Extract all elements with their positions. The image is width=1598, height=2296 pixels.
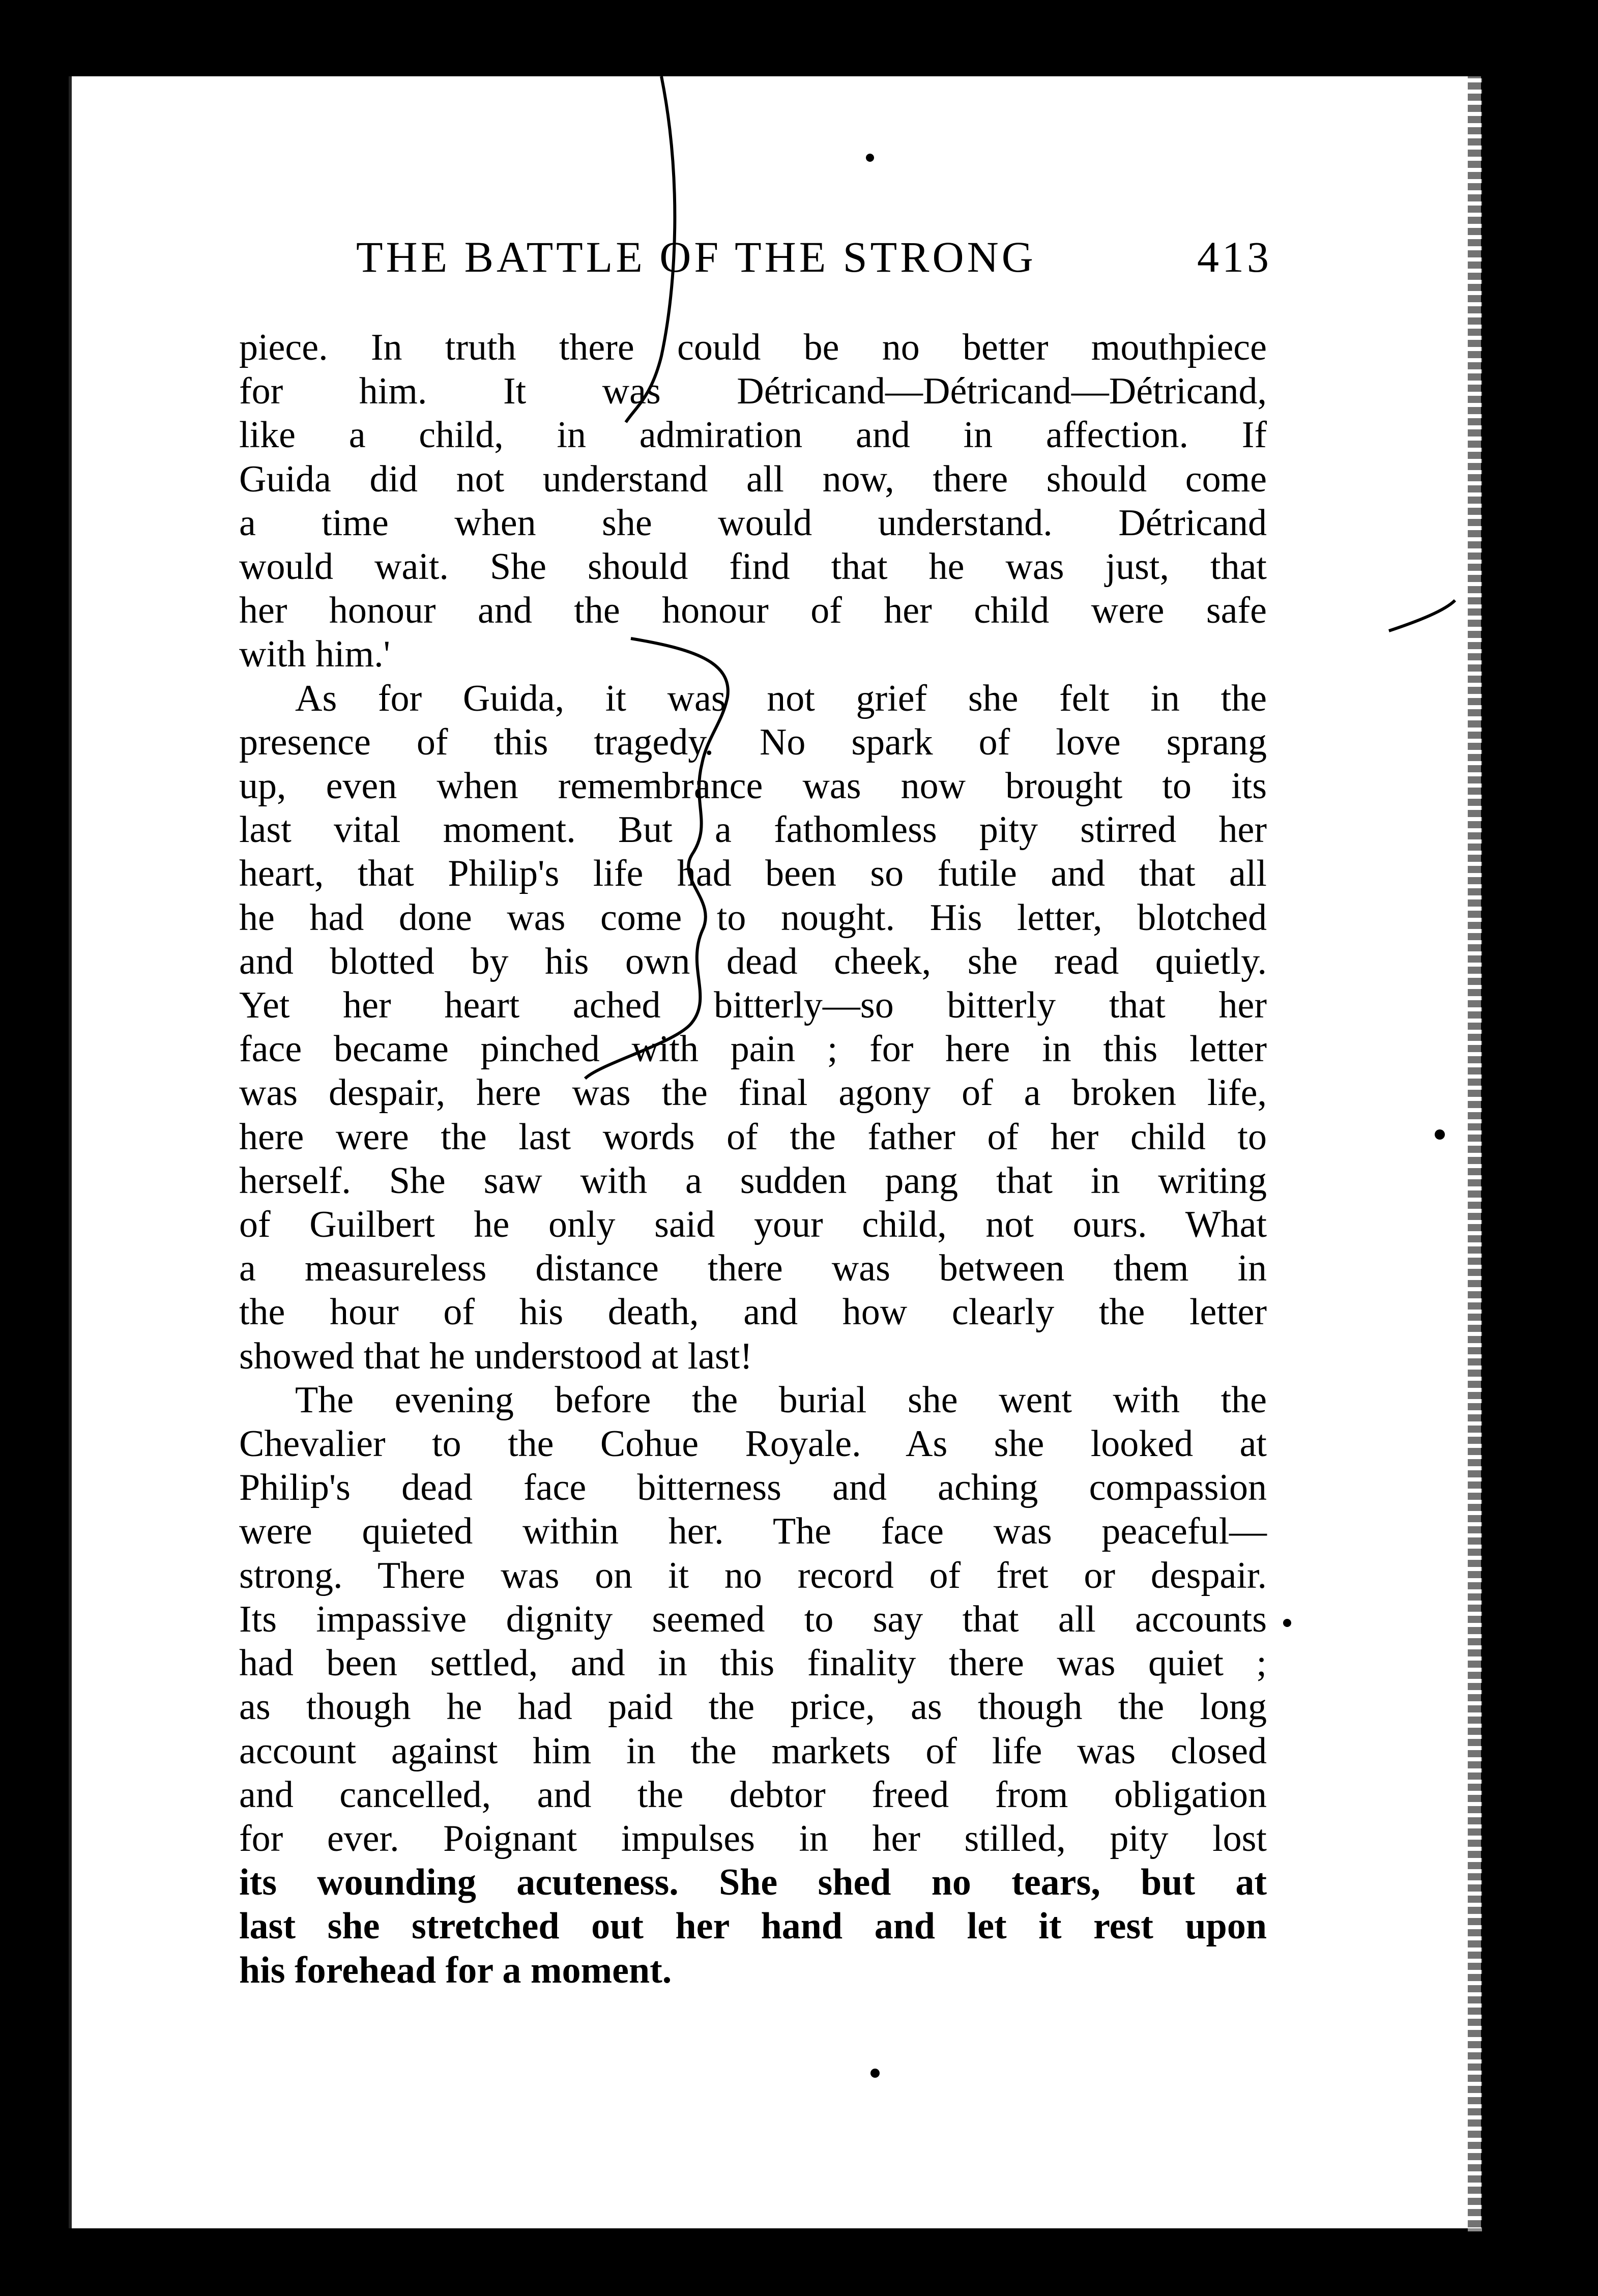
text-line: face became pinched with pain ; for here in this letter [239, 1028, 1267, 1070]
text-line: he had done was come to nought. His letter, blotched [239, 896, 1267, 939]
text-line: were quieted within her. The face was peaceful— [239, 1510, 1267, 1553]
text-line: strong. There was on it no record of fret or despair. [239, 1554, 1267, 1596]
text-line: herself. She saw with a sudden pang that in writing [239, 1159, 1267, 1202]
page-number: 413 [1197, 232, 1272, 281]
page-edge [1468, 71, 1482, 2239]
text-line: account against him in the markets of life was closed [239, 1730, 1267, 1772]
text-line: here were the last words of the father of her child to [239, 1116, 1267, 1158]
text-line: was despair, here was the final agony of a broken life, [239, 1072, 1267, 1114]
text-line: his forehead for a moment. [239, 1949, 672, 1991]
text-line: a measureless distance there was between them in [239, 1247, 1267, 1290]
text-line: The evening before the burial she went with the [295, 1379, 1267, 1421]
text-line: a time when she would understand. Détricand [239, 502, 1267, 544]
page-header [356, 231, 1272, 293]
text-line: heart, that Philip's life had been so futile and that all [239, 853, 1267, 895]
text-line: had been settled, and in this finality there was quiet ; [239, 1642, 1267, 1684]
text-line: Philip's dead face bitterness and aching compassion [239, 1467, 1267, 1509]
text-line: of Guilbert he only said your child, not ours. What [239, 1204, 1267, 1246]
text-line: her honour and the honour of her child were safe [239, 590, 1267, 632]
text-line: for ever. Poignant impulses in her stilled, pity lost [239, 1817, 1267, 1859]
text-line: presence of this tragedy. No spark of love sprang [239, 721, 1267, 763]
paragraph-2 [239, 677, 1267, 1378]
text-line: as though he had paid the price, as though the long [239, 1686, 1267, 1728]
paragraph-3 [239, 1378, 1267, 1992]
text-line: Yet her heart ached bitterly—so bitterly that her [239, 984, 1267, 1027]
text-line: Guida did not understand all now, there should come [239, 458, 1267, 500]
body-text [239, 326, 1267, 1992]
text-line: and blotted by his own dead cheek, she read quietly. [239, 940, 1267, 982]
paragraph-1 [239, 326, 1267, 677]
text-line: As for Guida, it was not grief she felt in the [295, 677, 1267, 719]
text-line: with him.' [239, 633, 391, 676]
text-line: the hour of his death, and how clearly the letter [239, 1291, 1267, 1333]
text-line: last vital moment. But a fathomless pity stirred her [239, 809, 1267, 851]
text-line: Chevalier to the Cohue Royale. As she looked at [239, 1423, 1267, 1465]
running-title: THE BATTLE OF THE STRONG [356, 232, 1036, 281]
text-line: last she stretched out her hand and let it rest upon [239, 1905, 1267, 1948]
text-line: for him. It was Détricand—Détricand—Détricand, [239, 370, 1267, 413]
text-line: and cancelled, and the debtor freed from obligation [239, 1774, 1267, 1816]
text-line: showed that he understood at last! [239, 1335, 753, 1377]
text-line: like a child, in admiration and in affection. If [239, 414, 1267, 456]
text-line: Its impassive dignity seemed to say that all accounts [239, 1598, 1267, 1640]
text-line: would wait. She should find that he was just, that [239, 546, 1267, 588]
text-line: piece. In truth there could be no better mouthpiece [239, 327, 1267, 368]
text-line: up, even when remembrance was now brought to its [239, 765, 1267, 807]
text-line: its wounding acuteness. She shed no tears, but at [239, 1862, 1267, 1904]
